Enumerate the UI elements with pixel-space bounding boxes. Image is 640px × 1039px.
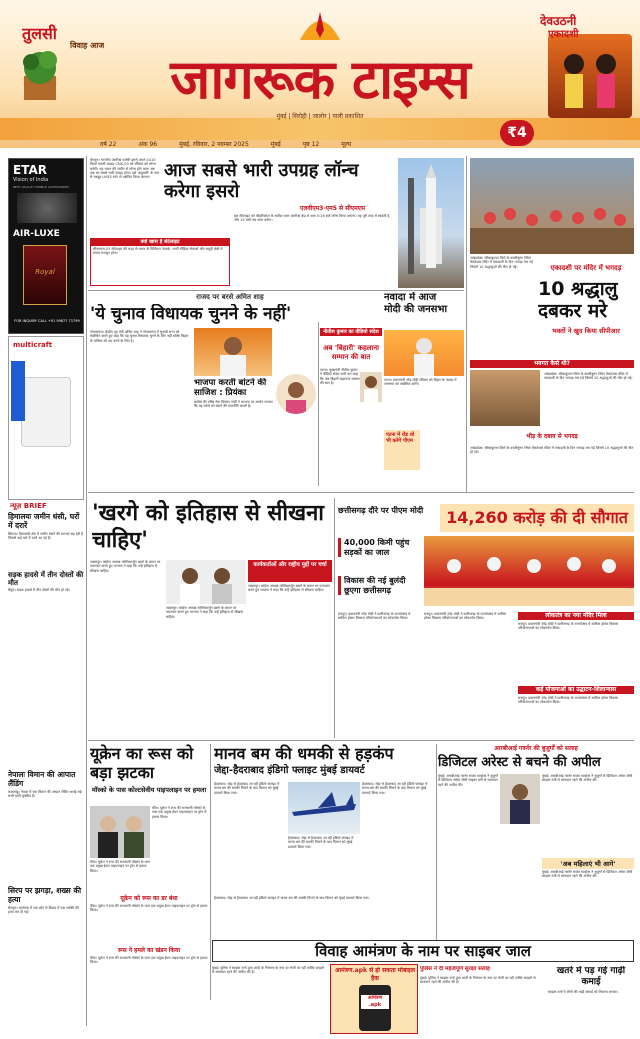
pages-label: पृष्ठ 12 [302,141,320,148]
issue-label: अंक 96 [138,141,158,148]
devuthani-label: देवउठनी [540,14,577,28]
ukraine-box-text: कीव। यूक्रेन ने रूस की राजधानी मॉस्को के पास एक प्रमुख ईंधन पाइपलाइन पर ड्रोन से हमला किया। [90,904,208,913]
center-right-divider [466,156,467,492]
kharge-text-2: जबलपुर। कांग्रेस अध्यक्ष मल्लिकार्जुन खरगे के बयान पर पलटवार करते हुए भाजपा ने कहा कि उन्हें इतिहास से सीखना चाहिए। [166,606,244,619]
nitish-headline: अब 'बिहारी' कहलाना सम्मान की बात [323,344,379,361]
etar-tag: Vision of India [13,177,49,183]
tulsi-label: तुलसी [22,24,57,43]
airluxe-title: AIR-LUXE [13,229,60,239]
nepal-text: काठमांडू। नेपाल में एक विमान की आपात लैंडिंग कराई गई। सभी यात्री सुरक्षित हैं। [8,790,83,799]
nitish-text: पटना। मुख्यमंत्री नीतीश कुमार ने वीडियो संदेश जारी कर कहा कि अब बिहारी कहलाना सम्मान की बात है। [320,368,360,385]
router-image [21,377,71,447]
bomb-headline: मानव बम की धमकी से हड़कंप [214,744,394,763]
earbuds-image [17,193,77,223]
rbi-governor-photo [500,774,540,824]
development-stat: विकास की नई बुलंदी छूएगा छत्तीसगढ़ [338,576,420,595]
chhattisgarh-kicker: छत्तीसगढ़ दौरे पर पीएम मोदी [338,506,424,515]
temple-sub: भक्तों ने खुद किया सीपीआर [552,327,620,335]
women-text: मुंबई। आरबीआई गवर्नर संजय मल्होत्रा ने बुजुर्गों से डिजिटल अरेस्ट जैसी साइबर ठगी से सावधान रहने की अपील की। [542,870,633,879]
temple-detail: आंध्रप्रदेश। श्रीकाकुलम जिले के काशीबुग्गा स्थित वेंकटेश्वर मंदिर में एकादशी के दिन भगदड़ मच गई जिसमें 10 श्रद्धालुओं की मौत हो गई। [544,372,633,381]
indigo-plane-photo [288,782,360,834]
schemes-box: कई योजनाओं का उद्घाटन-शिलान्यास [518,686,634,694]
ukraine-foot: रूस ने हमले का खंडन किया [117,947,181,954]
tulsi-sub: विवाह आज [70,41,105,50]
vitthal-rukmini-image [548,34,632,118]
cyber-headline: विवाह आमंत्रण के नाम पर साइबर जाल [315,942,531,960]
masthead-title: जागरूक टाइम्स [170,47,470,111]
etar-sub: BEST QUALITY MOBILE ACCESSORIES [13,185,69,189]
temple-text: आंध्रप्रदेश। श्रीकाकुलम जिले के काशीबुग्गा स्थित वेंकटेश्वर मंदिर में एकादशी के दिन भगदड़ मच गई जिसमें 10 श्रद्धालुओं की मौत हो गई। [470,256,533,269]
pen-emblem-icon [296,8,344,44]
isro-bottom-rule [88,290,464,291]
cyber-text: मुंबई। पुलिस ने साइबर ठगों द्वारा शादी के निमंत्रण के नाम पर भेजी जा रही एपीके फाइलों से सावधान रहने की अपील की है। [212,966,325,975]
kharge-headline: 'खरगे को इतिहास से सीखना चाहिए' [92,501,324,553]
digital-arrest-headline: डिजिटल अरेस्ट से बचने की अपील [438,755,601,770]
modi-assembly-photo [424,536,634,606]
himalayan-headline: हिमालयः जमीन धंसी, घरों में दरारें [8,512,80,530]
modi-rally-photo [384,330,464,376]
ukraine-foot-text: कीव। यूक्रेन ने रूस की राजधानी मॉस्को के पास एक प्रमुख ईंधन पाइपलाइन पर ड्रोन से हमला किया। [90,956,208,965]
etar-brand: ETAR [13,163,47,177]
multicraft-brand: multicraft [13,341,53,349]
police-advice-text: मुंबई। पुलिस ने साइबर ठगों द्वारा शादी के निमंत्रण के नाम पर भेजी जा रही एपीके फाइलों से सावधान रहने की अपील की है। [420,976,536,985]
priyanka-text: कांग्रेस की वरिष्ठ नेता प्रियंका गांधी ने भाजपा पर आरोप लगाया कि वह लोगों को बांटने की राजनीति करती है। [194,400,273,409]
temple-foot-text: आंध्रप्रदेश। श्रीकाकुलम जिले के काशीबुग्गा स्थित वेंकटेश्वर मंदिर में एकादशी के दिन भगदड़ मच गई जिसमें 10 श्रद्धालुओं की मौत हो गई। [470,446,634,455]
temple-box-title: भवगत कैसे थी? [470,360,634,368]
kharge-box: कार्यकर्ताओं और राष्ट्रीय मुद्दों पर चर्चा [248,560,332,582]
bomb-text: हैदराबाद। जेद्दा से हैदराबाद आ रही इंडिगो फ्लाइट में मानव बम की धमकी मिलने के बाद विमान को मुंबई डायवर्ट किया गया। [214,782,280,795]
ukraine-divider [210,744,211,1000]
etar-ad [8,158,84,334]
isro-left-paragraph: बेंगलुरु। भारतीय अंतरिक्ष एजेंसी इसरो अपने 4410 किलो वजनी उपग्रह CMS-03 को रविवार को लॉन्च करेगी। यह भारत की जमीन से लॉन्च होने वाला अब तक का सबसे भारी उपग्रह होगा। इसे 'बाहुबली' के नाम से मशहूर LVM3-M5 से प्रक्षेपित किया जाएगा। [90,158,160,180]
bomb-text-2: हैदराबाद। जेद्दा से हैदराबाद आ रही इंडिगो फ्लाइट में मानव बम की धमकी मिलने के बाद विमान को मुंबई डायवर्ट किया गया। [288,836,354,849]
priyanka-headline: भाजपा करती बांटने की साजिश : प्रियंका [194,378,267,398]
amit-shah-kicker: राजद पर बरसे अमित शाह [196,293,264,301]
temple-headline: 10 श्रद्धालु दबकर मरे [538,278,618,322]
nepal-headline: नेपालः विमान की आपात लैंडिंग [8,770,76,788]
left-column-divider [86,156,87,1026]
royal-label: Royal [35,268,55,276]
chhattisgarh-text-2: रायपुर। प्रधानमंत्री नरेंद्र मोदी ने छत्तीसगढ़ के राज्योत्सव में शामिल होकर विकास परियोजनाओं का लोकार्पण किया। [424,612,507,621]
danger-headline: खतरे में पड़ गई गाढ़ी कमाई [556,966,626,987]
satrangi-box-image [11,361,25,421]
lower-rule [88,740,634,741]
syrup-headline: सिरप पर झगड़ा, शख्स की हत्या [8,886,82,904]
kharge-box-text: जबलपुर। कांग्रेस अध्यक्ष मल्लिकार्जुन खरगे के बयान पर पलटवार करते हुए भाजपा ने कहा कि उन्हें इतिहास से सीखना चाहिए। [248,584,330,593]
apk-warning-text: आमंत्रण.apk से हो सकता मोबाइल हैक [335,967,415,982]
date-label: मुंबई, रविवार, 2 नवम्बर 2025 [179,141,249,148]
amit-shah-headline: 'ये चुनाव विधायक चुनने के नहीं' [90,304,292,324]
masthead-orange-band [0,118,640,140]
apk-label: आमंत्रण .apk [361,995,389,1009]
women-quote: 'अब महिलाएं भी आगे' [542,858,634,869]
price-badge: ₹4 [500,120,534,146]
ukraine-text: कीव। यूक्रेन ने रूस की राजधानी मॉस्को के पास एक प्रमुख ईंधन पाइपलाइन पर ड्रोन से हमला किया। [152,806,207,819]
chhattisgarh-text: रायपुर। प्रधानमंत्री नरेंद्र मोदी ने छत्तीसगढ़ के राज्योत्सव में शामिल होकर विकास परियोजनाओं का लोकार्पण किया। [338,612,411,621]
temple-crowd-photo [470,370,540,426]
shah-nitish-divider [318,322,319,486]
masthead-tagline: मुंबई | सिरोही | जालोर | पाली प्रकाशित [276,113,364,120]
road-accident-text: बैतूल। सड़क हादसे में तीन दोस्तों की मौत हो गई। [8,587,70,592]
police-advice-box: पुलिस ने दी महत्वपूर्ण सुरक्षा सलाह [420,966,490,972]
isro-why-box [90,238,230,286]
putin-zelensky-photo [90,806,150,858]
new-temple-box: लोकतंत्र का नया मंदिर मिला [518,612,634,620]
multicraft-ad [8,336,84,500]
digital-arrest-text: मुंबई। आरबीआई गवर्नर संजय मल्होत्रा ने बुजुर्गों से डिजिटल अरेस्ट जैसी साइबर ठगी से सावधान रहने की अपील की। [438,774,498,787]
nepal-story [8,770,84,880]
amit-shah-photo [194,328,272,376]
isro-headline: आज सबसे भारी उपग्रह लॉन्च करेगा इसरो [164,160,359,202]
himalayan-text: शिमला। हिमालयी क्षेत्र में जमीन धंसने की घटनाएं बढ़ रही हैं जिससे कई घरों में दरारें आ गई हैं। [8,532,83,541]
ukraine-headline: यूक्रेन का रूस को बड़ा झटका [90,744,194,782]
danger-box [548,966,634,1036]
nitish-box [320,328,382,486]
modi-nawada-text: पटना। प्रधानमंत्री नरेंद्र मोदी रविवार को बिहार के नवादा में जनसभा को संबोधित करेंगे। [384,378,457,387]
digital-arrest-kicker: आरबीआई गवर्नर की बुजुर्गों को सलाह [494,745,578,752]
product-box-image [23,245,67,305]
temple-foot: भीड़ के दबाव से भगदड़ [526,433,578,440]
masthead [0,0,640,148]
city-label: मुंबई [270,141,281,148]
syrup-text: बेंगलुरु। कर्नाटक में एक छोटे से विवाद में एक व्यक्ति की हत्या कर दी गई। [8,906,79,915]
roads-stat: 40,000 किमी पहुंच सड़कों का जाल [338,538,420,557]
year-label: वर्ष 22 [100,141,117,148]
etar-enquiry: FOR INQUIRY CALL +91 99877 71799 [14,319,80,323]
phone-icon [359,985,391,1031]
kharge-photo [166,560,246,604]
kharge-text: जबलपुर। कांग्रेस अध्यक्ष मल्लिकार्जुन खरगे के बयान पर पलटवार करते हुए भाजपा ने कहा कि उन्हें इतिहास से सीखना चाहिए। [90,560,161,573]
modi-nawada-headline: नवादा में आज मोदी की जनसभा [384,292,448,315]
amantran-apk-image [330,964,418,1034]
isro-sub: एलवीएम3-एम5 से सीएमएस [300,205,366,212]
digital-arrest-text-2: मुंबई। आरबीआई गवर्नर संजय मल्होत्रा ने बुजुर्गों से डिजिटल अरेस्ट जैसी साइबर ठगी से सावधान रहने की अपील की। [542,774,633,783]
priyanka-photo [276,374,316,414]
kharge-divider [334,498,335,738]
himalayan-story [8,512,84,632]
isro-text: इस सैटेलाइट को श्रीहरिकोटा के सतीश धवन अंतरिक्ष केंद्र से शाम 5:26 बजे लॉन्च किया जाएगा। यह पूरी तरह से स्वदेशी है और 15 वर्षों तक काम करेगा। [234,214,390,223]
ukraine-box: यूक्रेन को रूस का डर बंधा [120,895,178,902]
isro-why-title: क्यों खास है सेटेलाइट [91,239,229,246]
amit-shah-text: गोपालगंज। केंद्रीय गृह मंत्री अमित शाह ने गोपालगंज में चुनावी सभा को संबोधित करते हुए कहा कि यह चुनाव विधायक चुनने के लिए नहीं बल्कि बिहार के भविष्य को तय करने के लिए है। [90,330,189,343]
bomb-text-3: हैदराबाद। जेद्दा से हैदराबाद आ रही इंडिगो फ्लाइट में मानव बम की धमकी मिलने के बाद विमान को मुंबई डायवर्ट किया गया। [362,782,428,795]
roadshow-box: पटना में रोड शो भी करेंगे पीएम [384,430,420,470]
temple-kicker: एकादशी पर मंदिर में भगदड़ [550,264,622,272]
cyber-banner [212,940,634,962]
bomb-digital-divider [436,744,437,940]
chhattisgarh-headline: 14,260 करोड़ की दी सौगात [440,504,634,532]
syrup-story [8,886,84,1026]
schemes-text: रायपुर। प्रधानमंत्री नरेंद्र मोदी ने छत्तीसगढ़ के राज्योत्सव में शामिल होकर विकास परियोजनाओं का लोकार्पण किया। [518,696,619,705]
dateline-bar [60,140,500,150]
mid-page-rule [88,492,634,493]
new-temple-text: रायपुर। प्रधानमंत्री नरेंद्र मोदी ने छत्तीसगढ़ के राज्योत्सव में शामिल होकर विकास परियोजनाओं का लोकार्पण किया। [518,622,619,631]
ukraine-text-2: कीव। यूक्रेन ने रूस की राजधानी मॉस्को के पास एक प्रमुख ईंधन पाइपलाइन पर ड्रोन से हमला किया। [90,860,150,873]
nitish-photo [360,372,382,402]
ukraine-sub: मॉस्को के पास कोल्टसेवीय पाइपलाइन पर हमला [91,786,207,794]
news-brief-label: न्यूज़ BRIEF [10,502,47,510]
stampede-photo [470,158,634,254]
ekadashi-label: एकादशी [548,29,579,40]
bomb-sub: जेद्दा-हैदराबाद इंडिगो फ्लाइट मुंबई डायवर्ट [214,765,365,776]
danger-text: साइबर ठगों ने लोगों की गाढ़ी कमाई को निशाना बनाया। [548,990,618,994]
bomb-text-4: हैदराबाद। जेद्दा से हैदराबाद आ रही इंडिगो फ्लाइट में मानव बम की धमकी मिलने के बाद विमान को मुंबई डायवर्ट किया गया। [214,896,370,900]
price-label: मूल्य [341,141,352,148]
tulsi-plant-image [14,40,66,102]
rocket-image [398,158,464,288]
isro-why-text: सीएमएस-03 सेटेलाइट की मदद से भारत के डिजिटल नेटवर्क, मल्टी मीडिया सेवाओं और समुद्री क्षेत्रों में संचार मजबूत होगा। [93,247,223,256]
nitish-kicker: नीतीश कुमार का वीडियो संदेश [320,328,382,336]
road-accident-headline: सड़क हादसे में तीन दोस्तों की मौत [8,570,84,588]
